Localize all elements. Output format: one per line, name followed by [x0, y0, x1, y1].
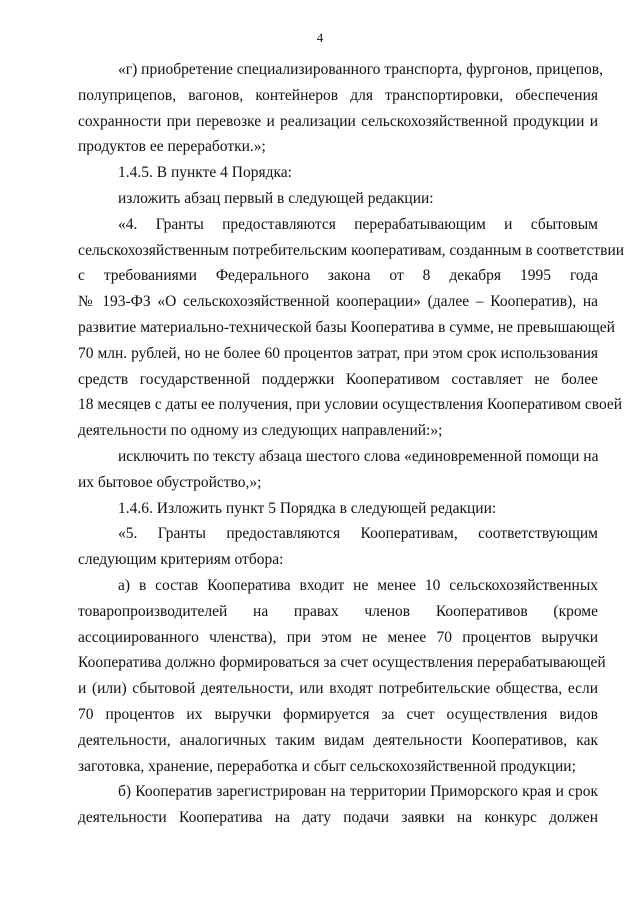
- text-line: 1.4.5. В пункте 4 Порядка:: [118, 164, 292, 182]
- text-line: товаропроизводителей на правах членов Кооперативов (кроме: [78, 602, 598, 620]
- paragraph-point-4-text: [78, 212, 625, 444]
- text-line: исключить по тексту абзаца шестого слова «единовременной помощи на: [118, 447, 599, 465]
- text-line: № 193-ФЗ «О сельскохозяйственной кооперации» (далее – Кооператив), на: [78, 293, 598, 311]
- text-line: деятельности, аналогичных таким видам деятельности Кооперативов, как: [78, 731, 598, 749]
- text-line: «4. Гранты предоставляются перерабатывающим и сбытовым: [118, 215, 598, 233]
- text-line: «г) приобретение специализированного транспорта, фургонов, прицепов,: [118, 61, 603, 78]
- text-line: «5. Гранты предоставляются Кооперативам, соответствующим: [118, 525, 598, 543]
- text-line: полуприцепов, вагонов, контейнеров для транспортировки, обеспечения: [78, 86, 598, 104]
- paragraph-item-1-4-5: [78, 160, 598, 186]
- text-line: и (или) сбытовой деятельности, или входят потребительские общества, если: [78, 680, 598, 698]
- text-line: развитие материально-технической базы Кооператива в сумме, не превышающей: [78, 318, 615, 336]
- text-line: 18 месяцев с даты ее получения, при условии осуществления Кооперативом своей: [78, 396, 623, 414]
- paragraph-exclude-paragraph: [78, 444, 598, 496]
- paragraph-point-5-text: [78, 521, 598, 573]
- text-line: с требованиями Федерального закона от 8 декабря 1995 года: [78, 267, 598, 285]
- text-line: деятельности по одному из следующих направлений:»;: [78, 422, 443, 440]
- text-line: заготовка, хранение, переработка и сбыт сельскохозяйственной продукции;: [78, 757, 576, 775]
- text-line: ассоциированного членства), при этом не менее 70 процентов выручки: [78, 628, 598, 646]
- document-body: [78, 57, 625, 831]
- paragraph-item-1-4-6: [78, 496, 598, 522]
- paragraph-subpoint-g: [78, 57, 603, 160]
- paragraph-instruction-paragraph-1: [78, 186, 598, 212]
- text-line: следующим критериям отбора:: [78, 551, 284, 569]
- text-line: а) в состав Кооператива входит не менее 10 сельскохозяйственных: [118, 576, 598, 594]
- text-line: продуктов ее переработки.»;: [78, 138, 266, 156]
- text-line: сохранности при перевозке и реализации сельскохозяйственной продукции и: [78, 112, 598, 130]
- text-line: изложить абзац первый в следующей редакции:: [118, 189, 434, 207]
- text-line: Кооператива должно формироваться за счет осуществления перерабатывающей: [78, 654, 606, 672]
- page-number: 4: [316, 30, 324, 45]
- paragraph-criterion-a: [78, 573, 606, 779]
- text-line: средств государственной поддержки Кооперативом составляет не более: [78, 370, 598, 388]
- text-line: их бытовое обустройство,»;: [78, 473, 262, 491]
- paragraph-criterion-b: [78, 779, 598, 831]
- text-line: 70 процентов их выручки формируется за счет осуществления видов: [78, 705, 598, 723]
- text-line: деятельности Кооператива на дату подачи заявки на конкурс должен: [78, 809, 598, 827]
- text-line: сельскохозяйственным потребительским кооперативам, созданным в соответствии: [78, 241, 625, 259]
- text-line: б) Кооператив зарегистрирован на территории Приморского края и срок: [118, 783, 598, 801]
- text-line: 70 млн. рублей, но не более 60 процентов затрат, при этом срок использования: [78, 344, 598, 362]
- text-line: 1.4.6. Изложить пункт 5 Порядка в следующей редакции:: [118, 499, 497, 517]
